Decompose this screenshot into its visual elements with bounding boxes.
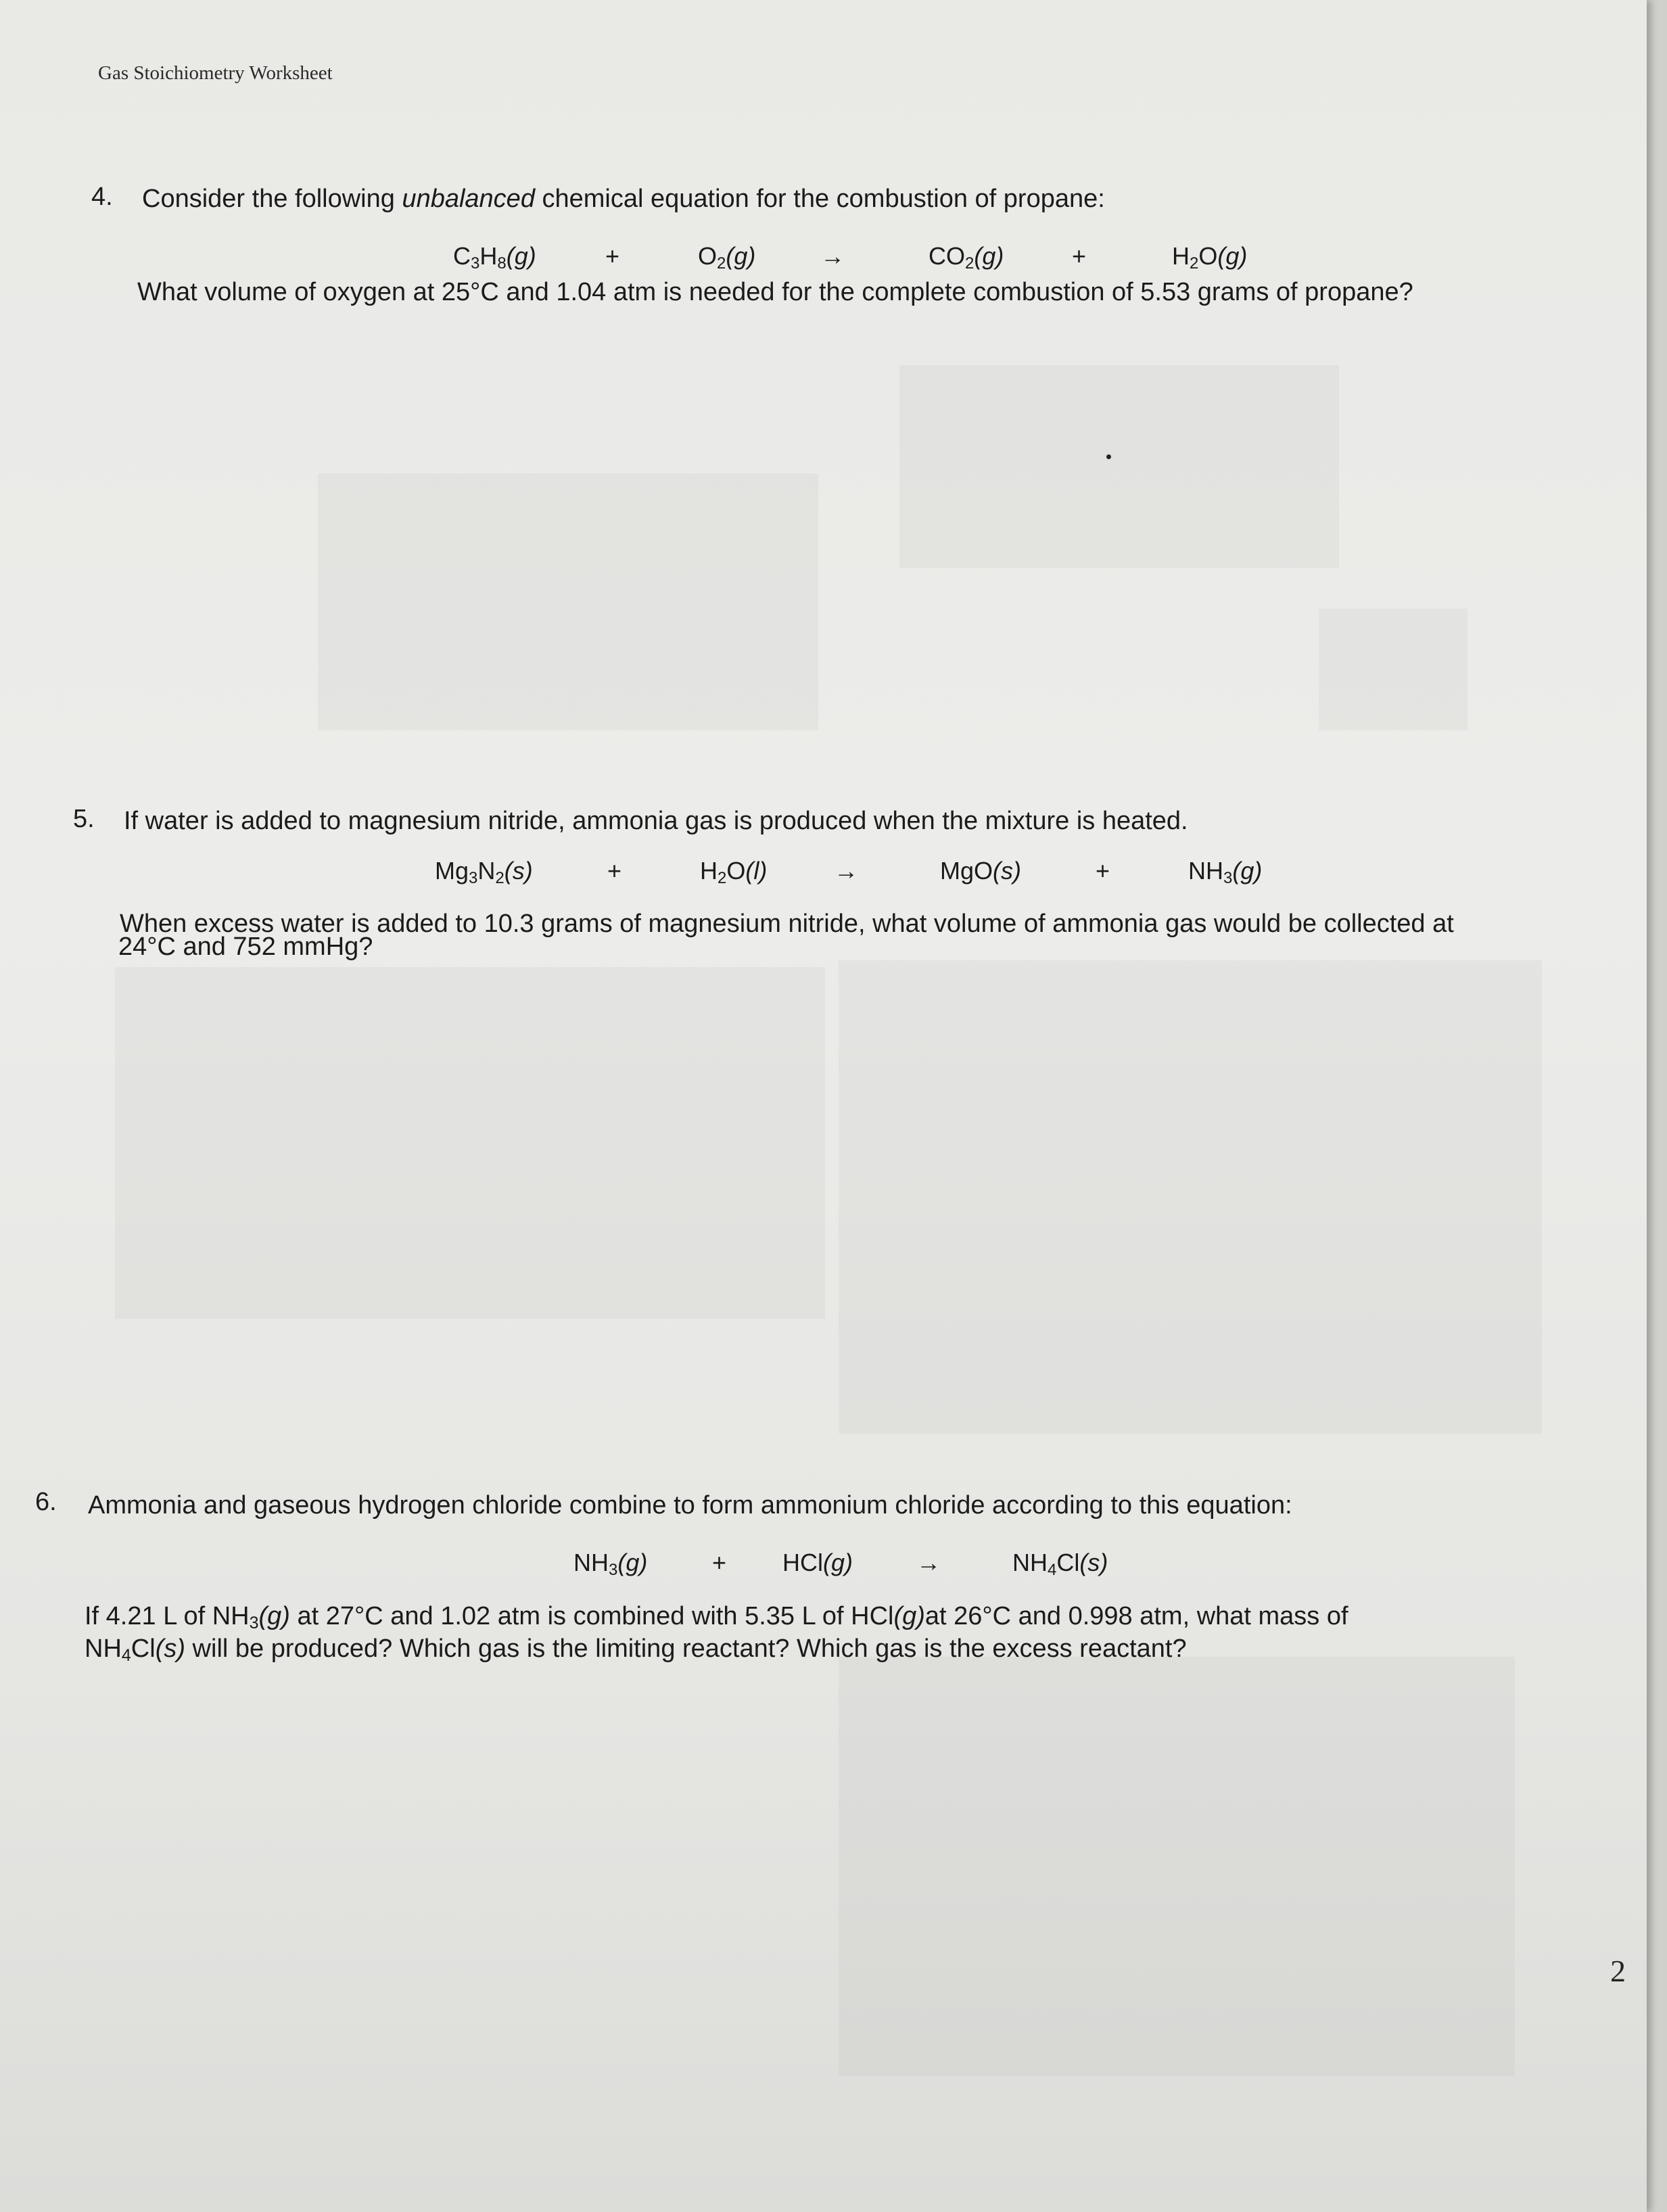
eq-term: $C_3H_8(g)$ <box>453 242 536 273</box>
question-prompt-line: 24°C and 752 mmHg? <box>118 933 373 961</box>
chemical-equation <box>0 1549 1647 1581</box>
question-intro: Ammonia and gaseous hydrogen chloride combine to form ammonium chloride according to this equation: <box>88 1491 1292 1520</box>
question-number: 6. <box>35 1488 57 1516</box>
question-prompt-line: $NH_4Cl(s)$ will be produced? Which gas is the limiting reactant? Which gas is the excess reactant? <box>85 1634 1187 1665</box>
question-prompt-line: If 4.21 L of $NH_3(g)$ at 27°C and 1.02 atm is combined with 5.35 L of HCl(g)at 26°C and 0.998 atm, what mass of <box>85 1602 1348 1632</box>
bleed-through-shadow <box>115 967 825 1319</box>
eq-term: HCl(g) <box>782 1549 853 1576</box>
eq-term: $NH_3(g)$ <box>573 1549 648 1579</box>
eq-term: $NH_3(g)$ <box>1188 857 1263 887</box>
question-number: 5. <box>73 805 95 833</box>
bleed-through-shadow <box>839 1657 1515 2076</box>
worksheet-title: Gas Stoichiometry Worksheet <box>98 62 333 84</box>
reaction-arrow: → <box>820 242 845 270</box>
eq-term: MgO(s) <box>940 857 1021 885</box>
page-number: 2 <box>1610 1954 1626 1988</box>
eq-term: $O_2(g)$ <box>698 242 756 273</box>
question-prompt-line: When excess water is added to 10.3 grams of magnesium nitride, what volume of ammonia gas would be collected at <box>120 910 1454 938</box>
chemical-equation <box>0 857 1647 889</box>
question-number: 4. <box>91 183 113 211</box>
plus-sign: + <box>712 1549 727 1576</box>
bleed-through-shadow <box>839 960 1542 1434</box>
question-prompt: What volume of oxygen at 25°C and 1.04 atm is needed for the complete combustion of 5.53 grams of propane? <box>137 278 1413 306</box>
bleed-through-shadow <box>1319 609 1468 730</box>
reaction-arrow: → <box>834 857 858 885</box>
bleed-through-shadow <box>318 473 818 730</box>
plus-sign: + <box>607 857 622 885</box>
bleed-through-shadow <box>899 365 1339 568</box>
plus-sign: + <box>605 242 620 270</box>
eq-term: $H_2O(l)$ <box>700 857 768 887</box>
question-intro: Consider the following unbalanced chemical equation for the combustion of propane: <box>142 185 1105 213</box>
question-intro: If water is added to magnesium nitride, ammonia gas is produced when the mixture is heated. <box>124 807 1188 835</box>
eq-term: $CO_2(g)$ <box>929 242 1004 273</box>
chemical-equation <box>0 242 1647 275</box>
plus-sign: + <box>1096 857 1110 885</box>
plus-sign: + <box>1072 242 1087 270</box>
stray-mark <box>1106 454 1111 459</box>
eq-term: $NH_4Cl(s)$ <box>1012 1549 1108 1579</box>
emphasis-word: unbalanced <box>402 185 535 213</box>
eq-term: $Mg_3N_2(s)$ <box>435 857 533 887</box>
eq-term: $H_2O(g)$ <box>1172 242 1248 273</box>
reaction-arrow: → <box>916 1549 941 1576</box>
